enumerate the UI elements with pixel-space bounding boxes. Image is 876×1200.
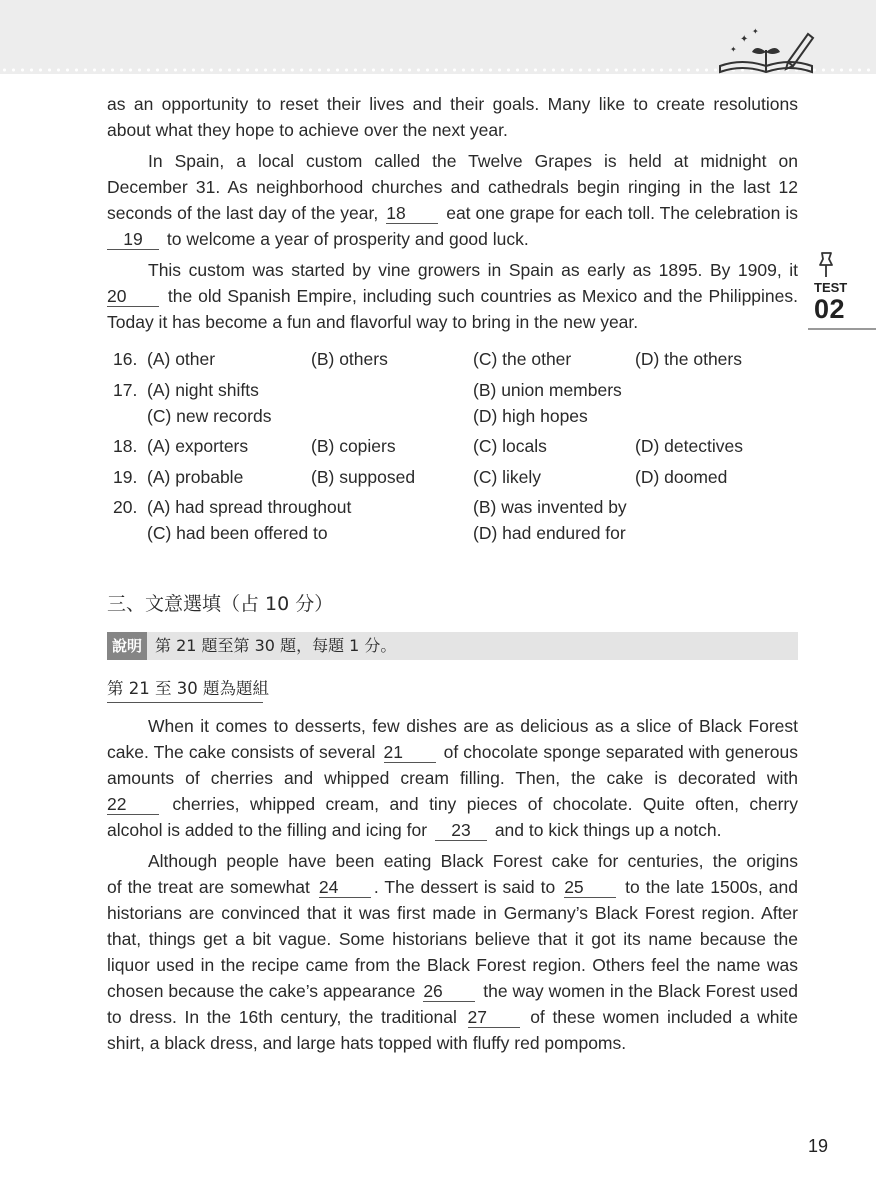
passage-line <box>107 874 798 900</box>
passage-line <box>107 791 798 817</box>
blank-20: 20 <box>107 286 159 307</box>
section-title: 三、文意選填（占 10 分） <box>107 593 334 615</box>
passage2-paragraph-1 <box>107 713 798 843</box>
option-d: (D) the others <box>635 349 742 369</box>
passage-fragment: the old Spanish Empire, including such countries as Mexico and the Philippines. <box>167 286 798 306</box>
blank-18: 18 <box>386 203 438 224</box>
blank-21: 21 <box>384 742 436 763</box>
passage-line: historians are convinced that it was first made in Germany’s Black Forest region. After <box>107 903 798 923</box>
passage-fragment: cherries, whipped cream, and tiny pieces of chocolate. Quite often, cherry <box>172 794 798 814</box>
passage-fragment: to welcome a year of prosperity and good luck. <box>166 229 529 249</box>
passage-line: liquor used in the recipe came from the Black Forest region. Others feel the name was <box>107 955 798 975</box>
passage-fragment: the way women in the Black Forest used <box>483 981 798 1001</box>
question-18 <box>113 433 803 459</box>
option-d: (D) had endured for <box>473 523 626 543</box>
test-tab-label: TEST <box>814 280 848 295</box>
passage1-paragraph-0 <box>107 91 798 143</box>
option-a: (A) probable <box>147 466 244 487</box>
option-a: (A) had spread throughout <box>147 497 352 517</box>
passage-line: This custom was started by vine growers in Spain as early as 1895. By 1909, it <box>148 260 798 280</box>
passage-line: amounts of cherries and whipped cream filling. Then, the cake is decorated with <box>107 768 798 788</box>
option-c: (C) locals <box>473 436 547 456</box>
blank-26: 26 <box>423 981 475 1002</box>
question-number: 17. <box>113 379 138 400</box>
blank-24: 24 <box>319 877 371 898</box>
question-number: 20. <box>113 497 138 517</box>
passage-line <box>107 739 798 765</box>
question-20 <box>113 494 803 520</box>
passage-line: as an opportunity to reset their lives and their goals. Many like to create resolutions <box>107 94 798 114</box>
passage-fragment: eat one grape for each toll. The celebration is <box>446 203 798 223</box>
passage-line <box>107 283 798 309</box>
passage-line <box>107 1004 798 1030</box>
option-b: (B) supposed <box>311 466 416 487</box>
option-d: (D) detectives <box>635 436 743 456</box>
svg-text:✦: ✦ <box>730 45 737 54</box>
passage-line <box>107 200 798 226</box>
option-b: (B) was invented by <box>473 497 627 517</box>
passage-line: about what they hope to achieve over the next year. <box>107 120 508 140</box>
svg-text:✦: ✦ <box>752 27 759 36</box>
passage-fragment: . The dessert is said to <box>373 877 556 897</box>
option-c: (C) had been offered to <box>147 523 328 543</box>
instruction-text: 第 21 題至第 30 題，每題 1 分。 <box>155 636 397 655</box>
blank-25: 25 <box>564 877 616 898</box>
passage-fragment: chosen because the cake’s appearance <box>107 981 416 1001</box>
question-number: 19. <box>113 466 138 487</box>
blank-22: 22 <box>107 794 159 815</box>
passage-line: When it comes to desserts, few dishes are as delicious as a slice of Black Forest <box>148 716 798 736</box>
option-a: (A) night shifts <box>147 379 259 400</box>
page-number: 19 <box>808 1136 829 1156</box>
option-b: (B) copiers <box>311 436 396 456</box>
svg-text:✦: ✦ <box>740 34 749 45</box>
passage-line: December 31. As neighborhood churches and cathedrals begin ringing in the last 12 <box>107 177 798 197</box>
passage-fragment: to dress. In the 16th century, the traditional <box>107 1007 457 1027</box>
passage1-paragraph-2 <box>107 257 798 335</box>
blank-27: 27 <box>468 1007 520 1028</box>
question-19 <box>113 464 803 490</box>
question-17-cont <box>113 403 803 429</box>
passage-fragment: seconds of the last day of the year, <box>107 203 379 223</box>
option-c: (C) likely <box>473 466 542 487</box>
passage1-paragraph-1 <box>107 148 798 252</box>
question-17 <box>113 377 803 403</box>
question-group-label: 第 21 至 30 題為題組 <box>107 679 269 698</box>
answer-options <box>113 346 803 546</box>
option-b: (B) others <box>311 349 388 369</box>
option-d: (D) high hopes <box>473 405 588 426</box>
pushpin-icon <box>814 250 838 280</box>
test-tab-number: 02 <box>814 294 846 324</box>
test-tab <box>808 250 876 332</box>
passage-line: shirt, a black dress, and large hats topped with fluffy red pompoms. <box>107 1033 627 1053</box>
passage-fragment: alcohol is added to the filling and icing for <box>107 820 428 840</box>
passage-fragment: of the treat are somewhat <box>107 877 310 897</box>
option-c: (C) the other <box>473 349 572 369</box>
book-sprout-pencil-icon <box>716 22 816 74</box>
passage-fragment: cake. The cake consists of several <box>107 742 376 762</box>
question-16 <box>113 346 803 372</box>
instruction-label: 說明 <box>107 632 147 660</box>
passage-line: Today it has become a fun and flavorful way to bring in the new year. <box>107 312 639 332</box>
option-a: (A) other <box>147 349 216 369</box>
instruction-bar <box>107 632 798 660</box>
question-20-cont <box>113 520 803 546</box>
passage-line: that, things get a bit vague. Some historians believe that it got its name because the <box>107 929 798 949</box>
passage-fragment: and to kick things up a notch. <box>494 820 722 840</box>
question-number: 16. <box>113 349 138 369</box>
passage-line <box>107 226 798 252</box>
passage-line: Although people have been eating Black Forest cake for centuries, the origins <box>148 851 798 871</box>
passage2-paragraph-2 <box>107 848 798 1056</box>
passage-fragment: of these women included a white <box>530 1007 799 1027</box>
option-d: (D) doomed <box>635 466 728 487</box>
passage-line <box>107 817 798 843</box>
blank-23: 23 <box>435 820 487 841</box>
passage-fragment: of chocolate sponge separated with generous <box>443 742 798 762</box>
option-c: (C) new records <box>147 405 272 426</box>
blank-19: 19 <box>107 229 159 250</box>
passage-line <box>107 978 798 1004</box>
passage-line: In Spain, a local custom called the Twelve Grapes is held at midnight on <box>148 151 798 171</box>
question-number: 18. <box>113 436 138 456</box>
passage-fragment: to the late 1500s, and <box>625 877 798 897</box>
option-b: (B) union members <box>473 379 622 400</box>
question-group-underline <box>107 702 263 703</box>
option-a: (A) exporters <box>147 436 249 456</box>
test-tab-underline <box>808 328 876 330</box>
